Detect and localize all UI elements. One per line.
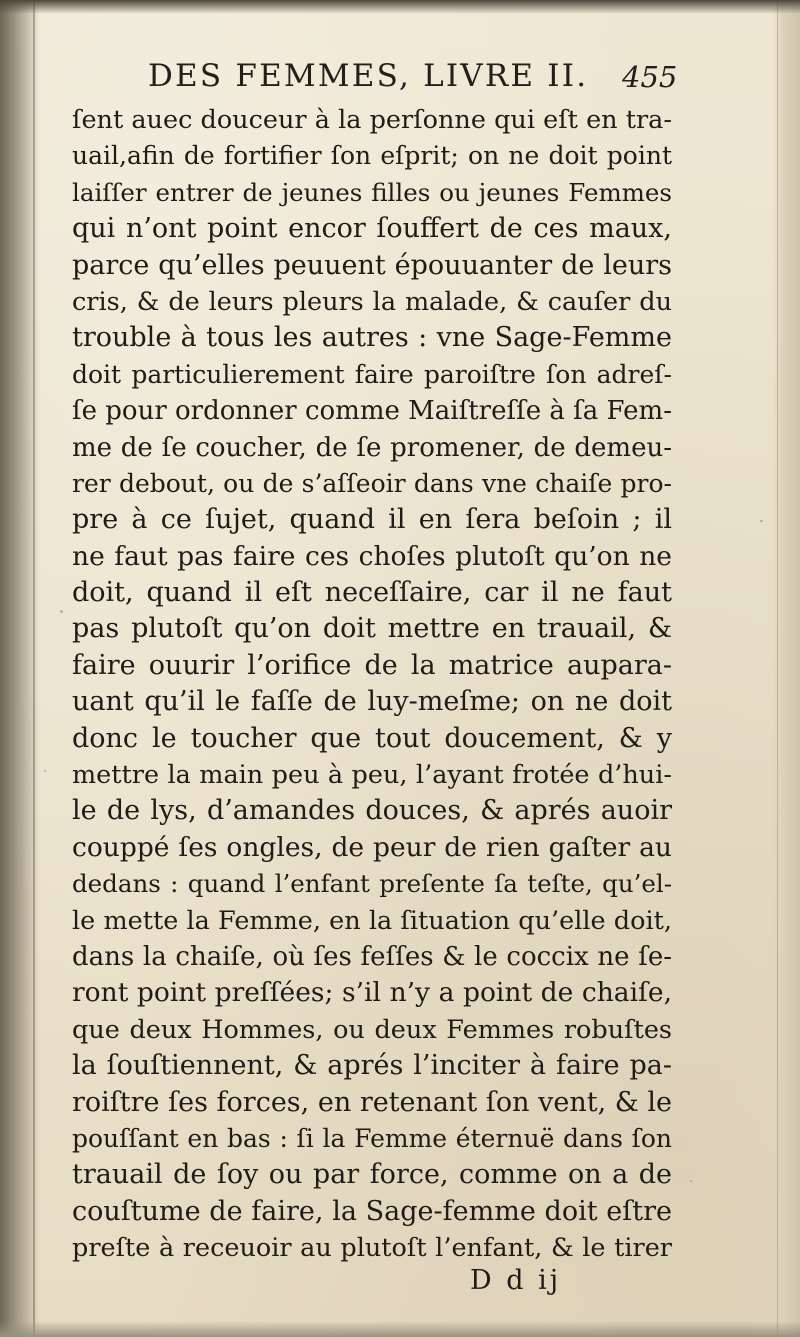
text-line: pouſſant en bas : ſi la Femme éternuë dans ſon: [72, 1123, 672, 1153]
text-line: la ſouſtiennent, & aprés l’inciter à faire pa-: [72, 1050, 672, 1082]
paper-speck: [760, 520, 763, 522]
paper-speck: [690, 1180, 692, 1182]
text-line: que deux Hommes, ou deux Femmes robuſtes: [72, 1014, 672, 1045]
text-line: trouble à tous les autres : vne Sage-Femme: [72, 322, 672, 354]
text-line: trauail de ſoy ou par force, comme on a de: [72, 1159, 672, 1191]
text-line: le de lys, d’amandes douces, & aprés auoir: [72, 795, 672, 827]
text-line: doit particulierement faire paroiſtre ſon adreſ-: [72, 359, 672, 389]
page-header: [148, 58, 688, 104]
text-line: cris, & de leurs pleurs la malade, & cauſer du: [72, 286, 672, 317]
text-line: donc le toucher que tout doucement, & y: [72, 722, 672, 754]
text-line: dans la chaiſe, où ſes feſſes & le coccix ne ſe-: [72, 941, 672, 972]
text-line: couppé ſes ongles, de peur de rien gaſter au: [72, 831, 672, 863]
text-line: qui n’ont point encor ſouffert de ces maux,: [72, 213, 672, 245]
text-line: pas plutoſt qu’on doit mettre en trauail, &: [72, 613, 672, 645]
text-line: faire ouurir l’orifice de la matrice aupara-: [72, 649, 672, 681]
binding-fold-line: [33, 0, 35, 1337]
text-line: doit, quand il eſt neceſſaire, car il ne faut: [72, 577, 672, 609]
text-line: ſe pour ordonner comme Maiſtreſſe à ſa Fem-: [72, 396, 672, 427]
text-line: ne faut pas faire ces choſes plutoſt qu’on ne: [72, 540, 672, 572]
text-line: uail,afin de fortifier ſon eſprit; on ne doit point: [72, 141, 672, 171]
paper-speck: [44, 770, 46, 772]
text-line: uant qu’il le faſſe de luy-meſme; on ne doit: [72, 686, 672, 718]
text-line: laiſſer entrer de jeunes filles ou jeunes Femmes: [72, 177, 672, 207]
text-line: preſte à receuoir au plutoſt l’enfant, & le tirer: [72, 1233, 672, 1264]
paper-speck: [60, 610, 63, 613]
page-top-edge: [0, 0, 800, 14]
body-text: [72, 102, 672, 1267]
page-edge-line: [777, 0, 778, 1337]
text-line: ront point preſſées; s’il n’y a point de chaiſe,: [72, 977, 672, 1009]
text-line: dedans : quand l’enfant preſente ſa teſte, qu’el-: [72, 869, 672, 899]
text-line: ſent auec douceur à la perſonne qui eſt en tra-: [72, 105, 672, 135]
signature-mark: D d ij: [470, 1265, 562, 1296]
text-line: pre à ce ſujet, quand il en ſera beſoin ; il: [72, 504, 672, 536]
text-line: mettre la main peu à peu, l’ayant frotée d’hui-: [72, 760, 672, 791]
text-line: le mette la Femme, en la ſituation qu’elle doit,: [72, 905, 672, 936]
page-bottom-edge: [0, 1321, 800, 1337]
text-line: roiſtre ſes forces, en retenant ſon vent, & le: [72, 1086, 672, 1118]
text-line: rer debout, ou de s’aſſeoir dans vne chaiſe pro-: [72, 468, 672, 498]
text-line: me de ſe coucher, de ſe promener, de demeu-: [72, 432, 672, 463]
running-head: DES FEMMES, LIVRE II.: [148, 58, 589, 94]
text-line: couſtume de faire, la Sage-femme doit eſtre: [72, 1195, 672, 1227]
page-number: 455: [622, 60, 678, 94]
text-line: parce qu’elles peuuent épouuanter de leurs: [72, 249, 672, 281]
